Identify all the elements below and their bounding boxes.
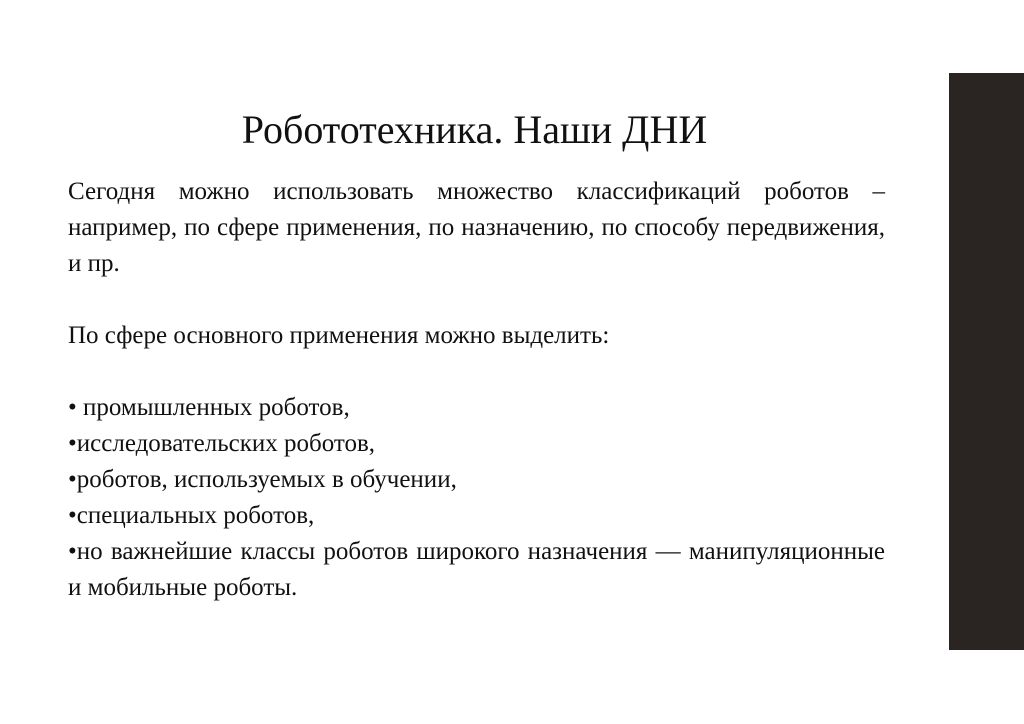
- spacer: [68, 354, 885, 390]
- slide-title: Робототехника. Наши ДНИ: [241, 107, 708, 152]
- list-item: [68, 426, 885, 462]
- list-item: [68, 390, 885, 426]
- list-item-text: исследовательских роботов,: [76, 430, 376, 457]
- side-decoration-bar: [949, 73, 1024, 650]
- list-item-text: промышленных роботов,: [76, 394, 350, 421]
- lead-paragraph: По сфере основного применения можно выделить:: [68, 322, 610, 349]
- list-item: [68, 498, 885, 534]
- bullet-icon: •: [68, 430, 77, 457]
- bullet-icon: •: [68, 394, 77, 421]
- slide-body: [68, 174, 885, 606]
- list-item-text: но важнейшие классы роботов широкого назначения — манипуляционные и мобильные роботы.: [68, 538, 885, 601]
- bullet-icon: •: [68, 466, 77, 493]
- list-item-text: роботов, используемых в обучении,: [76, 466, 457, 493]
- bullet-icon: •: [68, 538, 77, 565]
- bullet-icon: •: [68, 502, 77, 529]
- list-item: [68, 462, 885, 498]
- bullet-list: [68, 390, 885, 606]
- list-item: [68, 534, 885, 606]
- spacer: [68, 282, 885, 318]
- list-item-text: специальных роботов,: [76, 502, 315, 529]
- intro-paragraph: Сегодня можно использовать множество классификаций роботов – например, по сфере применения, по назначению, по способу передвижения, и пр.: [68, 178, 885, 277]
